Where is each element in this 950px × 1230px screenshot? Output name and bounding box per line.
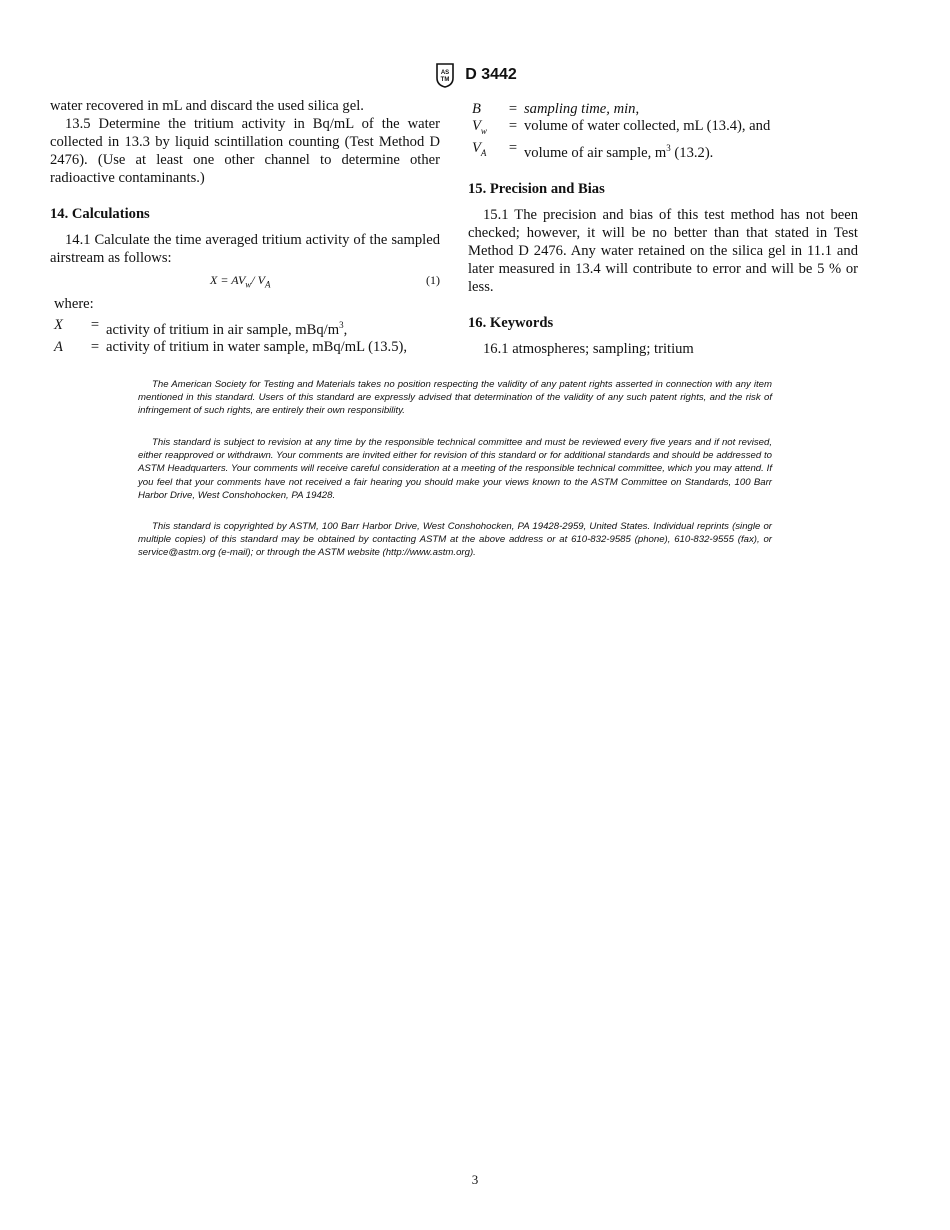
equation-formula: $X = AV_w/$ $V_A$ <box>210 273 271 290</box>
right-definitions <box>468 101 858 162</box>
copyright-notice: This standard is copyrighted by ASTM, 100 Barr Harbor Drive, West Conshohocken, PA 19428-2959, United States. Individual reprints (single or multiple copies) of this standard may be obtained by contacting ASTM at the above address or at 610-832-9585 (phone), 610-832-9555 (fax), or service@astm.org (e-mail); or through the ASTM website (http://www.astm.org). <box>138 521 772 559</box>
definition-row: $V_A$ = volume of air sample, $m^3$ (13.2). <box>472 139 714 161</box>
definition-row: A = activity of tritium in water sample, mBq/mL (13.5), <box>54 338 408 355</box>
paragraph-13-4-continued: water recovered in mL and discard the used silica gel. <box>50 98 364 114</box>
patent-notice: The American Society for Testing and Materials takes no position respecting the validity of any patent rights asserted in connection with any item mentioned in this standard. Users of this standard are expressly advised that determination of the validity of any such patent rights, and the risk of infringement of such rights, are entirely their own responsibility. <box>138 379 772 417</box>
section-heading-16: 16. Keywords <box>468 314 554 331</box>
astm-logo-icon <box>433 62 457 88</box>
definition-row: X = activity of tritium in air sample, mBq/$m^3$, <box>54 317 348 338</box>
section-heading-15: 15. Precision and Bias <box>468 180 605 197</box>
page-number: 3 <box>471 1172 479 1187</box>
standard-designation: D 3442 <box>465 66 517 83</box>
definition-row: $V_w$ = volume of water collected, mL (13.4), and <box>472 118 771 136</box>
paragraph-14-1: 14.1 Calculate the time averaged tritium activity of the sampled airstream as follows: <box>50 232 440 266</box>
paragraph-15-1: 15.1 The precision and bias of this test method has not been checked; however, it will be no better than that stated in Test Method D 2476. Any water retained on the silica gel in 11.1 and later measured in 13.4 will contribute to error and will be 5 % or less. <box>468 206 858 295</box>
revision-notice: This standard is subject to revision at any time by the responsible technical committee and must be reviewed every five years and if not revised, either reapproved or withdrawn. Your comments are invited either for revision of this standard or for additional standards and should be addressed to ASTM Headquarters. Your comments will receive careful consideration at a meeting of the responsible technical committee, which you may attend. If you feel that your comments have not received a fair hearing you should make your views known to the ASTM Committee on Standards, 100 Barr Harbor Drive, West Conshohocken, PA 19428. <box>138 437 772 501</box>
svg-text:AS: AS <box>441 70 450 76</box>
section-heading-14: 14. Calculations <box>50 206 150 222</box>
definition-row: B = sampling time, min, <box>472 101 640 117</box>
left-column <box>50 97 440 356</box>
page-header <box>0 62 950 88</box>
paragraph-13-5: 13.5 Determine the tritium activity in Bq/mL of the water collected in 13.3 by liquid scintillation counting (Test Method D 2476). (Use at least one other channel to determine other radioactive contaminants.) <box>50 116 440 186</box>
right-column <box>468 97 858 358</box>
left-definitions <box>50 317 440 356</box>
paragraph-16-1: 16.1 atmospheres; sampling; tritium <box>483 340 694 357</box>
equation-1 <box>50 269 440 291</box>
where-label: where: <box>54 296 94 312</box>
equation-number: (1) <box>426 273 440 287</box>
svg-text:TM: TM <box>440 77 450 83</box>
